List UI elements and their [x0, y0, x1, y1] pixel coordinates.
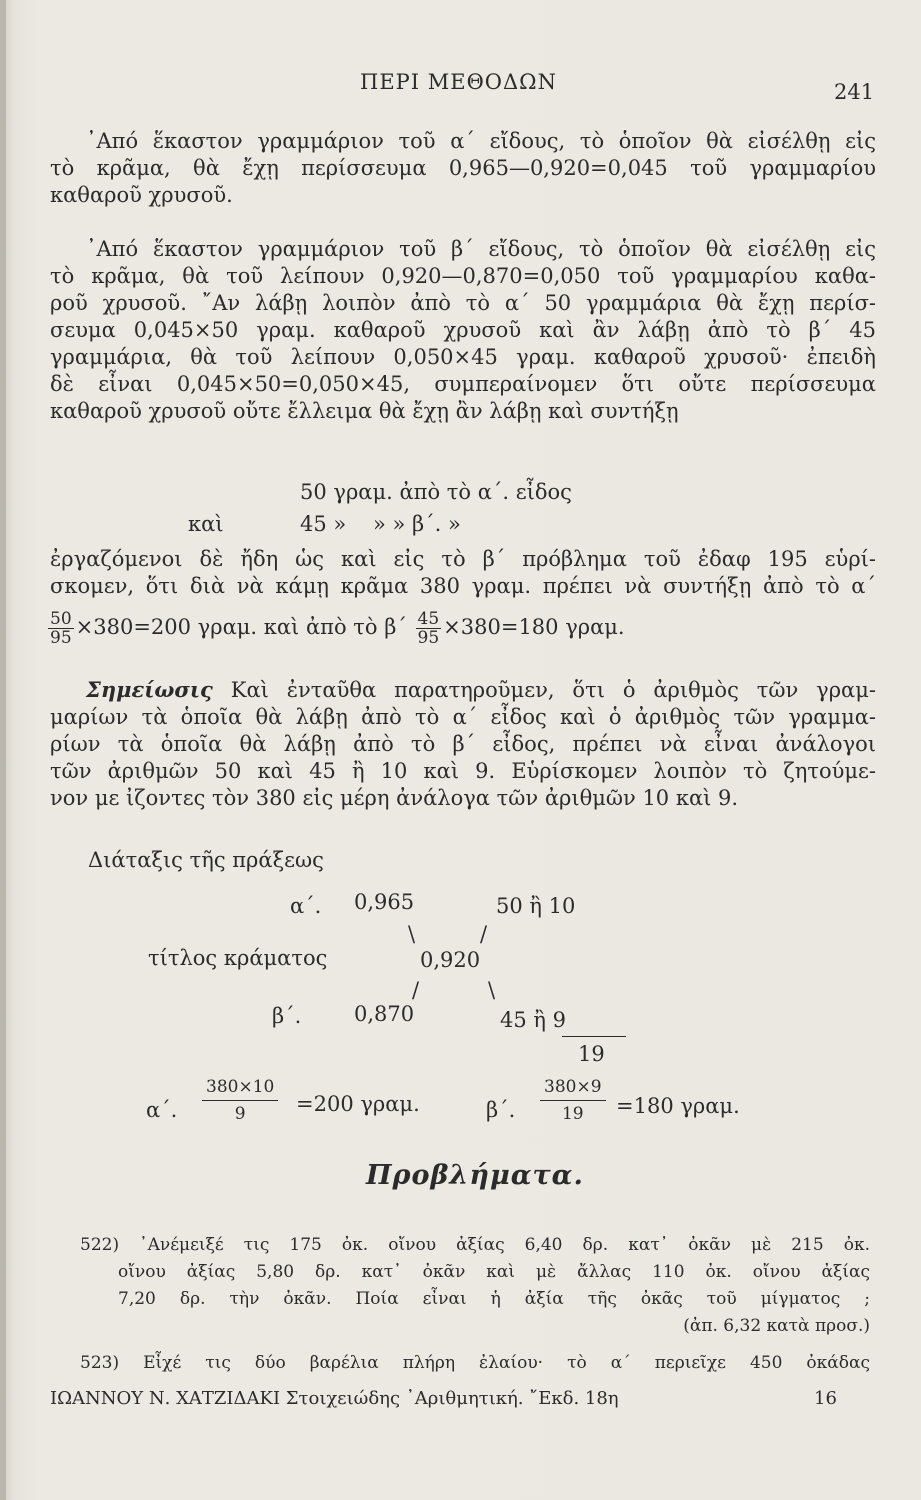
scheme-slash: / — [480, 922, 488, 946]
signature-mark: 16 — [814, 1388, 837, 1409]
problem-522 — [80, 1232, 870, 1340]
formula-text: ×380=180 γραμ. — [443, 615, 625, 639]
problem-answer: (ἀπ. 6,32 κατὰ προσ.) — [683, 1316, 870, 1336]
text-line: τὸ κρᾶμα, θὰ ἔχῃ περίσσευμα 0,965—0,920=0,045 τοῦ γραμμαρίου — [50, 156, 876, 180]
text-line: μαρίων τὰ ὁποῖα θὰ λάβῃ ἀπὸ τὸ α΄ εἶδος καὶ ὁ ἀριθμὸς τῶν γραμμα- — [50, 705, 876, 729]
result-b-value: =180 γραμ. — [616, 1094, 740, 1118]
text-line: νον με ἰζοντες τὸν 380 εἰς μέρη ἀνάλογα τῶν ἀριθμῶν 10 καὶ 9. — [50, 786, 739, 810]
running-title: ΠΕΡΙ ΜΕΘΟΔΩΝ — [360, 70, 557, 94]
sum-rule — [562, 1036, 626, 1037]
text-line: δὲ εἶναι 0,045×50=0,050×45, συμπεραίνομεν ὅτι οὔτε περίσσευμα — [50, 372, 876, 396]
list-row-2-prefix: καὶ — [188, 512, 224, 536]
footer-text: ΙΩΑΝΝΟΥ Ν. ΧΑΤΖΙΔΑΚΙ Στοιχειώδης ᾿Αριθμητική. ῎Εκδ. 18η — [50, 1388, 619, 1409]
fraction-numerator: 380×9 — [540, 1074, 606, 1101]
scheme-a-ratio: 50 ἢ 10 — [496, 894, 576, 918]
text-line: 7,20 δρ. τὴν ὀκᾶν. Ποία εἶναι ἡ ἀξία τῆς ὀκᾶς τοῦ μίγματος ; — [118, 1289, 870, 1309]
scheme-title-value: 0,920 — [420, 948, 481, 972]
result-b-fraction — [540, 1074, 606, 1127]
result-b-label: β΄. — [486, 1098, 516, 1122]
text-line: σκομεν, ὅτι διὰ νὰ κάμῃ κρᾶμα 380 γραμ. πρέπει νὰ συντήξῃ ἀπὸ τὸ α΄ — [50, 574, 876, 598]
problem-523 — [80, 1350, 870, 1377]
text-line: καθαροῦ χρυσοῦ οὔτε ἔλλειμα θὰ ἔχῃ ἂν λάβῃ καὶ συντήξῃ — [50, 399, 679, 423]
paragraph-1 — [50, 128, 876, 209]
scheme-a-label: α΄. — [290, 894, 322, 918]
fraction-numerator: 380×10 — [202, 1074, 278, 1101]
text-line: 523) Εἶχέ τις δύο βαρέλια πλήρη ἐλαίου· τὸ α΄ περιεῖχε 450 ὀκάδας — [80, 1353, 870, 1373]
text-line: σευμα 0,045×50 γραμ. καθαροῦ χρυσοῦ καὶ ἂν λάβῃ ἀπὸ τὸ β΄ 45 — [50, 318, 876, 342]
formula-text: ×380=200 γραμ. καὶ ἀπὸ τὸ β΄ — [75, 615, 407, 639]
text-line: ἐργαζόμενοι δὲ ἤδη ὡς καὶ εἰς τὸ β΄ πρόβλημα τοῦ ἐδαφ 195 εὑρί- — [50, 547, 876, 571]
list-row-2: 45 » » » β΄. » — [300, 512, 461, 536]
text-line: ᾿Από ἕκαστον γραμμάριον τοῦ β΄ εἴδους, τὸ ὁποῖον θὰ εἰσέλθῃ εἰς — [86, 237, 876, 261]
footer — [50, 1388, 876, 1409]
paragraph-3 — [50, 546, 876, 600]
result-a-label: α΄. — [146, 1098, 178, 1122]
page-number: 241 — [834, 80, 875, 104]
scheme-a-value: 0,965 — [354, 890, 415, 914]
scheme-b-label: β΄. — [272, 1004, 302, 1028]
formula-line — [46, 610, 625, 647]
scheme-slash: \ — [488, 978, 496, 1002]
text-line: Σημείωσις Καὶ ἐνταῦθα παρατηροῦμεν, ὅτι ὁ ἀριθμὸς τῶν γραμ- — [86, 677, 876, 702]
text-line: 522) ᾿Ανέμειξέ τις 175 ὀκ. οἴνου ἀξίας 6,40 δρ. κατ᾿ ὀκᾶν μὲ 215 ὀκ. — [80, 1235, 870, 1255]
paragraph-2 — [50, 236, 876, 425]
scheme-slash: / — [412, 978, 420, 1002]
note-label: Σημείωσις — [86, 677, 213, 702]
scheme-sum: 19 — [578, 1042, 605, 1066]
note-paragraph — [50, 676, 876, 812]
text-line: ᾿Από ἕκαστον γραμμάριον τοῦ α΄ εἴδους, τὸ ὁποῖον θὰ εἰσέλθῃ εἰς — [86, 129, 876, 153]
scheme-title-label: τίτλος κράματος — [148, 946, 328, 970]
text-line: οἴνου ἀξίας 5,80 δρ. κατ᾿ ὀκᾶν καὶ μὲ ἄλλας 110 ὀκ. οἴνου ἀξίας — [118, 1262, 870, 1282]
fraction-denominator: 19 — [561, 1104, 584, 1124]
text-line: γραμμάρια, θὰ τοῦ λείπουν 0,050×45 γραμ. καθαροῦ χρυσοῦ· ἐπειδὴ — [50, 345, 876, 369]
problems-heading: Προβλήματα. — [366, 1160, 584, 1191]
scheme-b-value: 0,870 — [354, 1002, 415, 1026]
text-line: ρίων τὰ ὁποῖα θὰ λάβῃ ἀπὸ τὸ β΄ εἶδος, πρέπει νὰ εἶναι ἀνάλογοι — [50, 732, 876, 756]
list-row-1: 50 γραμ. ἀπὸ τὸ α΄. εἶδος — [300, 480, 572, 504]
text-line: ροῦ χρυσοῦ. ῎Αν λάβῃ λοιπὸν ἀπὸ τὸ α΄ 50 γραμμάρια θὰ ἔχῃ περίσ- — [50, 291, 876, 315]
text-line: τῶν ἀριθμῶν 50 καὶ 45 ἢ 10 καὶ 9. Εὑρίσκομεν λοιπὸν τὸ ζητούμε- — [50, 759, 876, 783]
scheme-b-ratio: 45 ἢ 9 — [500, 1008, 567, 1032]
scheme-caption: Διάταξις τῆς πράξεως — [88, 848, 324, 872]
fraction: $\frac{45}{95}$ — [417, 609, 440, 648]
text-line: καθαροῦ χρυσοῦ. — [50, 183, 233, 207]
fraction-denominator: 9 — [234, 1104, 246, 1124]
scheme-slash: \ — [408, 922, 416, 946]
result-a-fraction — [202, 1074, 278, 1127]
result-a-value: =200 γραμ. — [296, 1092, 420, 1116]
fraction: $\frac{50}{95}$ — [50, 609, 72, 648]
text-line: τὸ κρᾶμα, θὰ τοῦ λείπουν 0,920—0,870=0,050 τοῦ γραμμαρίου καθα- — [50, 264, 876, 288]
